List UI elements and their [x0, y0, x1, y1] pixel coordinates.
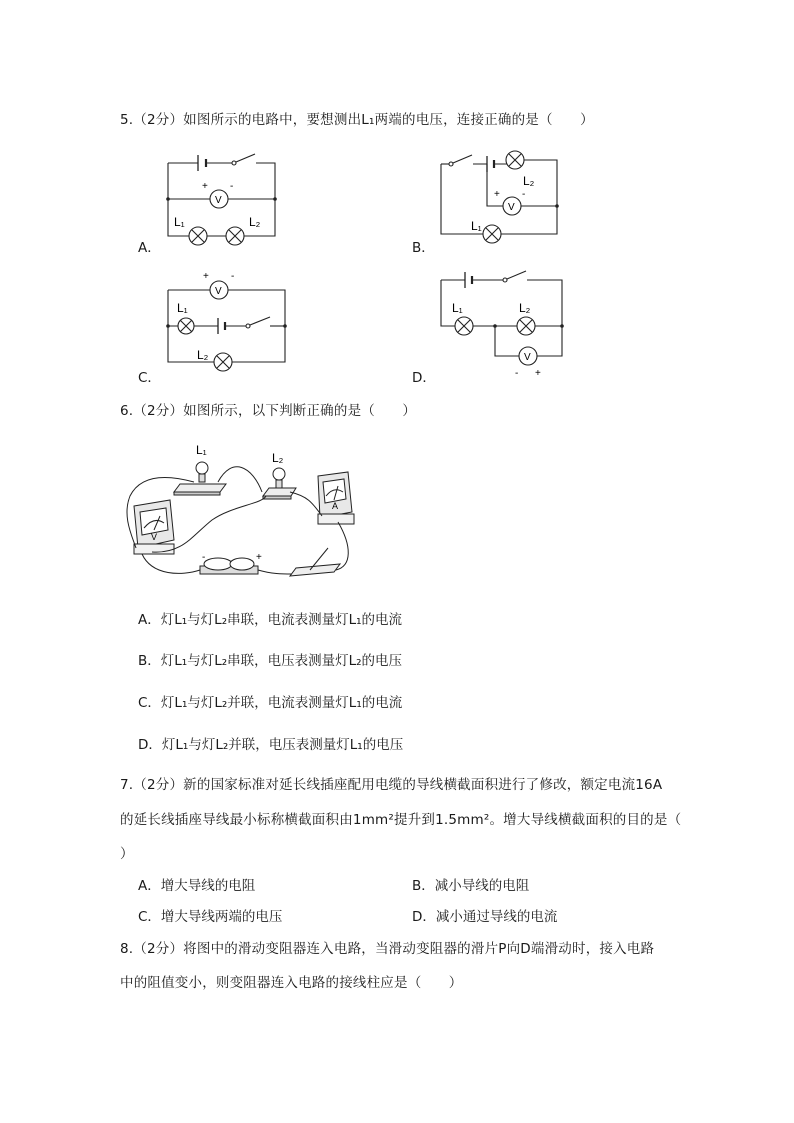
voltmeter-label-b: V	[508, 202, 515, 213]
l1-label-c: L₁	[177, 301, 188, 315]
fig6-battery-minus: -	[202, 552, 206, 563]
circuit-b-diagram	[435, 148, 575, 248]
q5-option-c[interactable]: C．	[138, 370, 161, 386]
plus-label-d: +	[535, 368, 541, 379]
q8-stem-line1: 8.（2分）将图中的滑动变阻器连入电路，当滑动变阻器的滑片P向D端滑动时，接入电路	[120, 941, 655, 957]
fig6-l1-label: L₁	[196, 443, 207, 457]
circuit-a-diagram	[160, 150, 290, 250]
voltmeter-label-a: V	[215, 195, 222, 206]
q8-stem-line2: 中的阻值变小，则变阻器连入电路的接线柱应是（ ）	[120, 975, 463, 991]
q5-option-a[interactable]: A．	[138, 240, 161, 256]
minus-label-c: -	[231, 271, 235, 282]
fig6-l2-label: L₂	[272, 451, 284, 465]
l1-label-d: L₁	[452, 301, 463, 315]
q7-stem-line2: 的延长线插座导线最小标称横截面积由1mm²提升到1.5mm²。增大导线横截面积的目的是（	[120, 812, 682, 828]
fig6-voltmeter-label: V	[151, 532, 158, 542]
q6-physical-circuit-figure	[122, 436, 372, 586]
q6-option-a[interactable]: A．灯L₁与灯L₂串联，电流表测量灯L₁的电流	[138, 612, 403, 628]
l1-label-b: L₁	[471, 219, 482, 233]
q7-option-c[interactable]: C．增大导线两端的电压	[138, 909, 283, 925]
q7-stem-line1: 7.（2分）新的国家标准对延长线插座配用电缆的导线横截面积进行了修改，额定电流16A	[120, 777, 663, 793]
voltmeter-label-d: V	[524, 352, 531, 363]
q6-stem: 6.（2分）如图所示，以下判断正确的是（ ）	[120, 403, 417, 419]
circuit-d-diagram	[435, 268, 575, 378]
l1-label-a: L₁	[174, 215, 185, 229]
q7-option-a[interactable]: A．增大导线的电阻	[138, 878, 256, 894]
l2-label-b: L₂	[523, 174, 535, 188]
l2-label-c: L₂	[197, 348, 209, 362]
q7-stem-line3: ）	[120, 846, 134, 862]
q7-option-d[interactable]: D．减小通过导线的电流	[412, 909, 558, 925]
q5-stem: 5.（2分）如图所示的电路中，要想测出L₁两端的电压，连接正确的是（ ）	[120, 112, 594, 128]
q5-option-b[interactable]: B．	[412, 240, 435, 256]
plus-label-c: +	[203, 271, 209, 282]
circuit-c-diagram	[160, 270, 295, 370]
q6-option-b[interactable]: B．灯L₁与灯L₂串联，电压表测量灯L₂的电压	[138, 653, 403, 669]
l2-label-a: L₂	[249, 215, 261, 229]
l2-label-d: L₂	[519, 301, 531, 315]
q6-option-d[interactable]: D．灯L₁与灯L₂并联，电压表测量灯L₁的电压	[138, 737, 404, 753]
plus-label-a: +	[202, 181, 208, 192]
minus-label-b: -	[522, 189, 526, 200]
voltmeter-label-c: V	[215, 286, 222, 297]
q5-option-d[interactable]: D．	[412, 370, 436, 386]
fig6-ammeter-label: A	[332, 501, 339, 511]
minus-label-a: -	[230, 181, 234, 192]
minus-label-d: -	[515, 368, 519, 379]
fig6-battery-plus: +	[256, 552, 262, 563]
q6-option-c[interactable]: C．灯L₁与灯L₂并联，电流表测量灯L₁的电流	[138, 695, 403, 711]
plus-label-b: +	[494, 189, 500, 200]
q7-option-b[interactable]: B．减小导线的电阻	[412, 878, 530, 894]
